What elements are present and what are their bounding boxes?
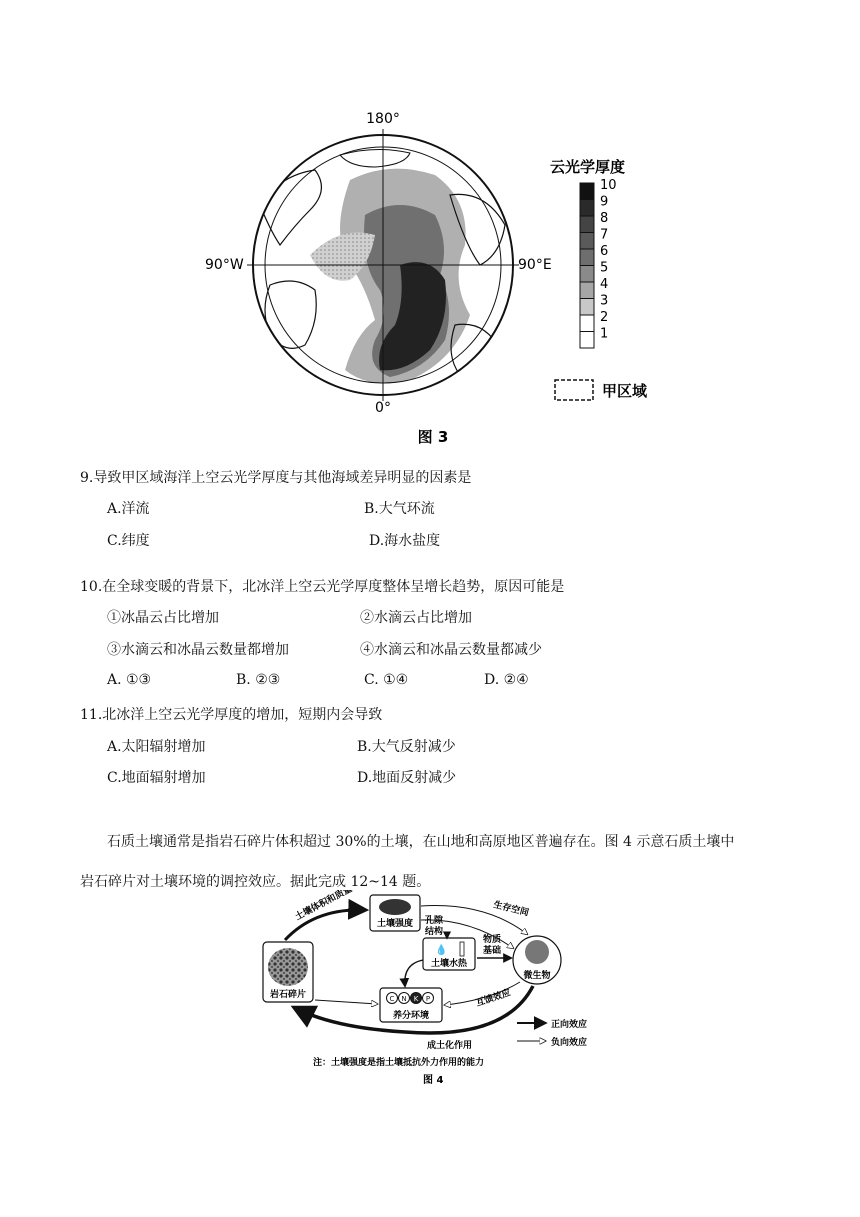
microbe-label: 微生物 [523, 971, 551, 981]
label-90e: 90°E [518, 257, 552, 273]
question-11-stem: 11.北冰洋上空云光学厚度的增加，短期内会导致 [80, 707, 383, 723]
volume-label: 土壤体积和质量 [293, 890, 355, 923]
basis-label: 基础 [483, 946, 502, 956]
arrow-hydro-nutrient [405, 960, 423, 986]
q10-statement-1: ①冰晶云占比增加 [107, 610, 219, 626]
legend-tick-label: 10 [600, 178, 617, 193]
q9-option-b: B.大气环流 [364, 501, 435, 517]
legend-tick-label: 1 [600, 326, 609, 342]
legend-swatch [580, 200, 594, 217]
arrow-rock-nutrient [315, 1000, 377, 1004]
polar-cloud-map [200, 105, 670, 450]
rock-fragments-image [268, 948, 308, 986]
q10-option-a: A. ①③ [107, 672, 152, 688]
legend-swatch [580, 233, 594, 250]
legend-tick-label: 9 [600, 194, 609, 210]
q9-option-a: A.洋流 [107, 501, 150, 517]
intro-line-2: 岩石碎片对土壤环境的调控效应。据此完成 12~14 题。 [80, 874, 431, 890]
legend-swatch [580, 332, 594, 349]
figure-3 [200, 105, 670, 450]
nutrient-icon-letter: N [401, 995, 407, 1003]
q9-option-c: C.纬度 [107, 533, 150, 549]
q10-statement-2: ②水滴云占比增加 [360, 610, 472, 626]
q11-option-b: B.大气反射减少 [357, 739, 456, 755]
thermometer-icon [460, 942, 464, 956]
question-9-stem: 9.导致甲区域海洋上空云光学厚度与其他海域差异明显的因素是 [80, 470, 472, 486]
legend-swatch [580, 315, 594, 332]
legend-tick-label: 2 [600, 310, 609, 325]
legend-swatch [580, 216, 594, 233]
intro-line-1: 石质土壤通常是指岩石碎片体积超过 30%的土壤，在山地和高原地区普遍存在。图 4 示意石质土壤中 [107, 834, 735, 850]
q10-option-c: C. ①④ [364, 672, 409, 688]
region-key-box [555, 380, 593, 400]
rock-fragments-label: 岩石碎片 [269, 990, 307, 1000]
q11-option-a: A.太阳辐射增加 [107, 739, 206, 755]
legend-swatch [580, 282, 594, 299]
legend-scale [580, 178, 617, 348]
q11-option-c: C.地面辐射增加 [107, 770, 206, 786]
water-drop-icon: 💧 [435, 945, 448, 956]
material-label: 物质 [483, 935, 502, 945]
space-label: 生存空间 [492, 900, 530, 919]
q10-statement-3: ③水滴云和冰晶云数量都增加 [107, 642, 289, 658]
q10-option-d: D. ②④ [484, 672, 529, 688]
structure-label: 结构 [425, 927, 444, 937]
positive-key-label: 正向效应 [551, 1020, 588, 1030]
question-10-stem: 10.在全球变暖的背景下，北冰洋上空云光学厚度整体呈增长趋势，原因可能是 [80, 579, 565, 595]
figure-4-caption: 图 4 [423, 1075, 444, 1086]
legend-tick-label: 3 [600, 293, 609, 309]
figure-4 [255, 890, 615, 1090]
region-key-label: 甲区域 [602, 382, 648, 400]
nutrient-label: 养分环境 [392, 1011, 430, 1021]
legend-swatch [580, 266, 594, 283]
nutrient-icon-letter: K [413, 995, 419, 1003]
pore-label: 孔隙 [425, 916, 444, 926]
label-90w: 90°W [205, 257, 244, 273]
nutrient-icon-letter: C [389, 995, 395, 1003]
legend-tick-label: 4 [600, 277, 609, 292]
pedogenesis-label: 成土化作用 [427, 1041, 473, 1051]
soil-hydrothermal-label: 土壤水热 [430, 959, 468, 969]
legend-tick-label: 5 [600, 260, 609, 276]
legend-swatch [580, 249, 594, 266]
soil-strength-label: 土壤强度 [376, 919, 414, 929]
microbe-image [525, 940, 549, 964]
legend-tick-label: 8 [600, 211, 609, 226]
q9-option-d: D.海水盐度 [369, 533, 441, 549]
label-180: 180° [366, 111, 400, 127]
figure-4-note: 注：土壤强度是指土壤抵抗外力作用的能力 [313, 1058, 485, 1068]
q10-option-b: B. ②③ [236, 672, 281, 688]
legend-swatch [580, 183, 594, 200]
feedback-label: 互馈效应 [474, 988, 513, 1009]
soil-effect-diagram [255, 890, 615, 1090]
legend-tick-label: 7 [600, 227, 609, 243]
figure-3-caption: 图 3 [417, 428, 449, 446]
label-0: 0° [375, 400, 391, 416]
negative-key-label: 负向效应 [551, 1038, 588, 1048]
q11-option-d: D.地面反射减少 [357, 770, 457, 786]
legend-title: 云光学厚度 [550, 158, 626, 176]
legend-swatch [580, 299, 594, 316]
nutrient-icon-letter: P [425, 995, 431, 1003]
q10-statement-4: ④水滴云和冰晶云数量都减少 [360, 642, 542, 658]
legend-tick-label: 6 [600, 244, 609, 259]
soil-strength-image [379, 899, 411, 915]
